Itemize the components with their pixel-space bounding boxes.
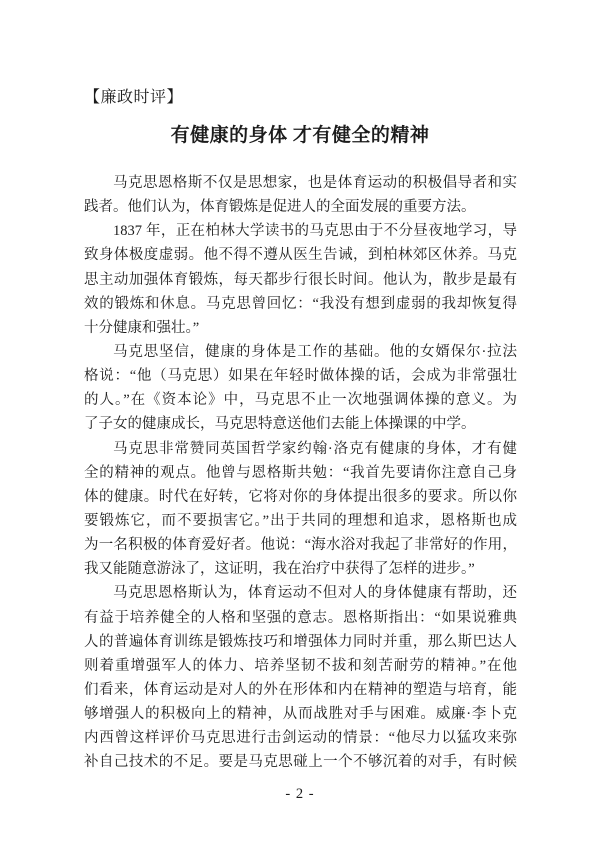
text-line: 思主动加强体育锻炼，每天都步行很长时间。他认为，散步是最有 xyxy=(84,271,517,288)
text-line: 补自己技术的不足。要是马克思碰上一个不够沉着的对手，有时候 xyxy=(84,754,517,771)
text-line: 们看来，体育运动是对人的外在形体和内在精神的塑造与培育，能 xyxy=(84,681,517,698)
text-line: 我又能随意游泳了，这证明，我在治疗中获得了怎样的进步。” xyxy=(84,561,475,578)
text-line: 马克思恩格斯认为，体育运动不但对人的身体健康有帮助，还 xyxy=(113,585,517,602)
text-line: 内西曾这样评价马克思进行击剑运动的情景：“他尽力以猛攻来弥 xyxy=(84,730,517,747)
text-line: 效的锻炼和休息。马克思曾回忆：“我没有想到虚弱的我却恢复得 xyxy=(84,295,517,312)
text-line: 格说：“他（马克思）如果在年轻时做体操的话，会成为非常强壮 xyxy=(84,368,517,385)
text-line: 则着重增强军人的体力、培养坚韧不拔和刻苦耐劳的精神。”在他 xyxy=(84,657,517,674)
text-line: 马克思坚信，健康的身体是工作的基础。他的女婿保尔·拉法 xyxy=(113,343,517,360)
text-line: 了子女的健康成长，马克思特意送他们去能上体操课的中学。 xyxy=(84,416,476,433)
text-line: 够增强人的积极向上的精神，从而战胜对手与困难。威廉·李卜克 xyxy=(84,706,517,723)
text-line: 践者。他们认为，体育锻炼是促进人的全面发展的重要方法。 xyxy=(84,199,476,216)
text-line: 1837 年，正在柏林大学读书的马克思由于不分昼夜地学习，导 xyxy=(113,223,517,240)
text-line: 致身体极度虚弱。他不得不遵从医生告诫，到柏林郊区休养。马克 xyxy=(84,247,517,264)
text-line: 全的精神的观点。他曾与恩格斯共勉：“我首先要请你注意自己身 xyxy=(84,464,517,481)
document-title: 有健康的身体 才有健全的精神 xyxy=(170,125,430,146)
page-number: - 2 - xyxy=(285,786,315,802)
text-line: 要锻炼它，而不要损害它。”出于共同的理想和追求，恩格斯也成 xyxy=(84,512,517,529)
text-line: 马克思恩格斯不仅是思想家，也是体育运动的积极倡导者和实 xyxy=(113,175,517,191)
text-line: 为一名积极的体育爱好者。他说：“海水浴对我起了非常好的作用， xyxy=(84,537,517,554)
text-line: 十分健康和强壮。” xyxy=(84,319,200,336)
document-body xyxy=(84,171,517,775)
text-line: 体的健康。时代在好转，它将对你的身体提出很多的要求。所以你 xyxy=(84,488,517,505)
text-line: 有益于培养健全的人格和坚强的意志。恩格斯指出：“如果说雅典 xyxy=(84,609,517,626)
section-tag: 【廉政时评】 xyxy=(84,89,184,106)
text-line: 的人。”在《资本论》中，马克思不止一次地强调体操的意义。为 xyxy=(84,392,517,409)
text-line: 人的普遍体育训练是锻炼技巧和增强体力同时并重，那么斯巴达人 xyxy=(84,633,517,650)
text-line: 马克思非常赞同英国哲学家约翰·洛克有健康的身体，才有健 xyxy=(113,440,517,457)
